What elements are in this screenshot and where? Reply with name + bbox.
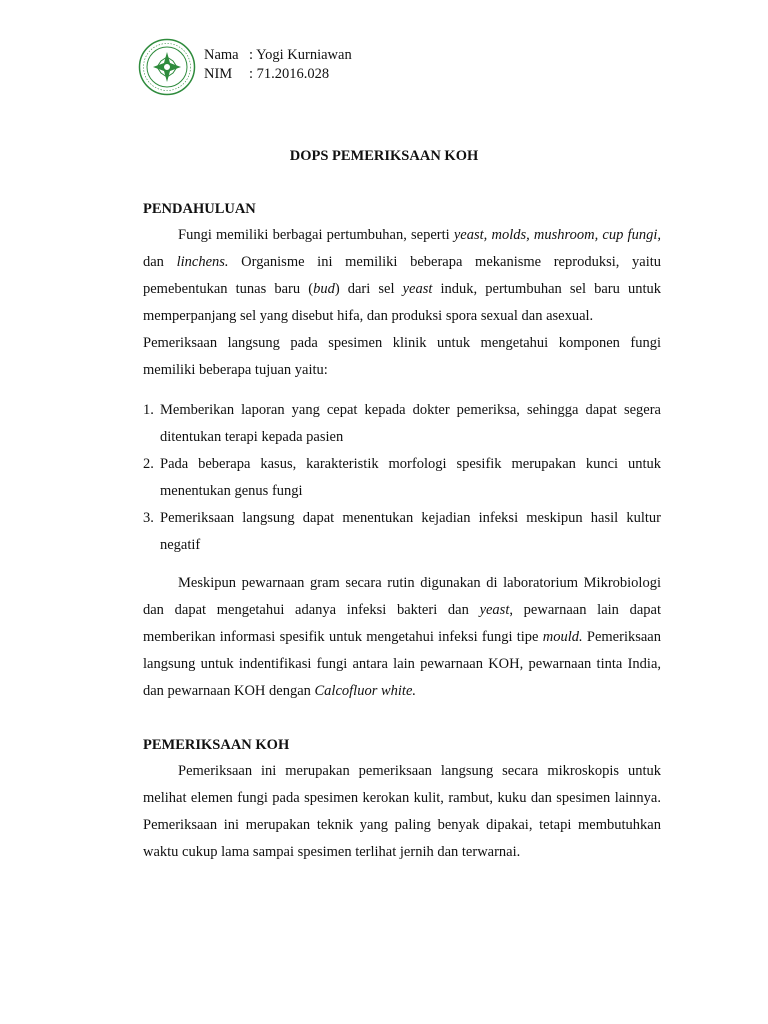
list-item: 3. Pemeriksaan langsung dapat menentukan kejadian infeksi meskipun hasil kultur negatif [143, 510, 661, 553]
list-item: 1. Memberikan laporan yang cepat kepada dokter pemeriksa, sehingga dapat segera ditentukan terapi kepada pasien [143, 402, 661, 445]
student-info [204, 46, 352, 84]
document-title: DOPS PEMERIKSAAN KOH [289, 148, 479, 164]
paragraph-4: Pemeriksaan ini merupakan pemeriksaan langsung secara mikroskopis untuk melihat elemen fungi pada spesimen kerokan kulit, rambut, kuku dan spesimen lainnya. Pemeriksaan ini merupakan teknik yang paling benyak dipakai, tetapi membutuhkan waktu cukup lama sampai spesimen terlihat jernih dan terwarnai. [143, 763, 661, 860]
section-heading-pemeriksaan-koh: PEMERIKSAAN KOH [143, 737, 290, 753]
nim-value: : 71.2016.028 [249, 66, 330, 82]
nama-value: : Yogi Kurniawan [249, 47, 352, 63]
nim-row [204, 65, 352, 84]
nama-row [204, 46, 352, 65]
nim-label: NIM [204, 66, 233, 82]
list-item: 2. Pada beberapa kasus, karakteristik morfologi spesifik merupakan kunci untuk menentukan genus fungi [143, 456, 661, 499]
paragraph-2: Pemeriksaan langsung pada spesimen klinik untuk mengetahui komponen fungi memiliki beberapa tujuan yaitu: [143, 335, 661, 378]
pendahuluan-body [143, 222, 661, 384]
paragraph-1: Fungi memiliki berbagai pertumbuhan, seperti yeast, molds, mushroom, cup fungi, dan linchens. Organisme ini memiliki beberapa mekanisme reproduksi, yaitu pemebentukan tunas baru (bud) dari sel yeast induk, pertumbuhan sel baru untuk memperpanjang sel yang disebut hifa, dan produksi spora sexual dan asexual. [143, 227, 662, 324]
pemeriksaan-koh-body [143, 758, 661, 866]
section-heading-pendahuluan: PENDAHULUAN [143, 201, 256, 217]
nama-label: Nama [204, 47, 239, 63]
tujuan-list [143, 397, 661, 559]
paragraph-3: Meskipun pewarnaan gram secara rutin digunakan di laboratorium Mikrobiologi dan dapat mengetahui adanya infeksi bakteri dan yeast, pewarnaan lain dapat memberikan informasi spesifik untuk mengetahui infeksi fungi tipe mould. Pemeriksaan langsung untuk indentifikasi fungi antara lain pewarnaan KOH, pewarnaan tinta India, dan pewarnaan KOH dengan Calcofluor white. [143, 575, 662, 699]
university-logo [138, 38, 196, 96]
